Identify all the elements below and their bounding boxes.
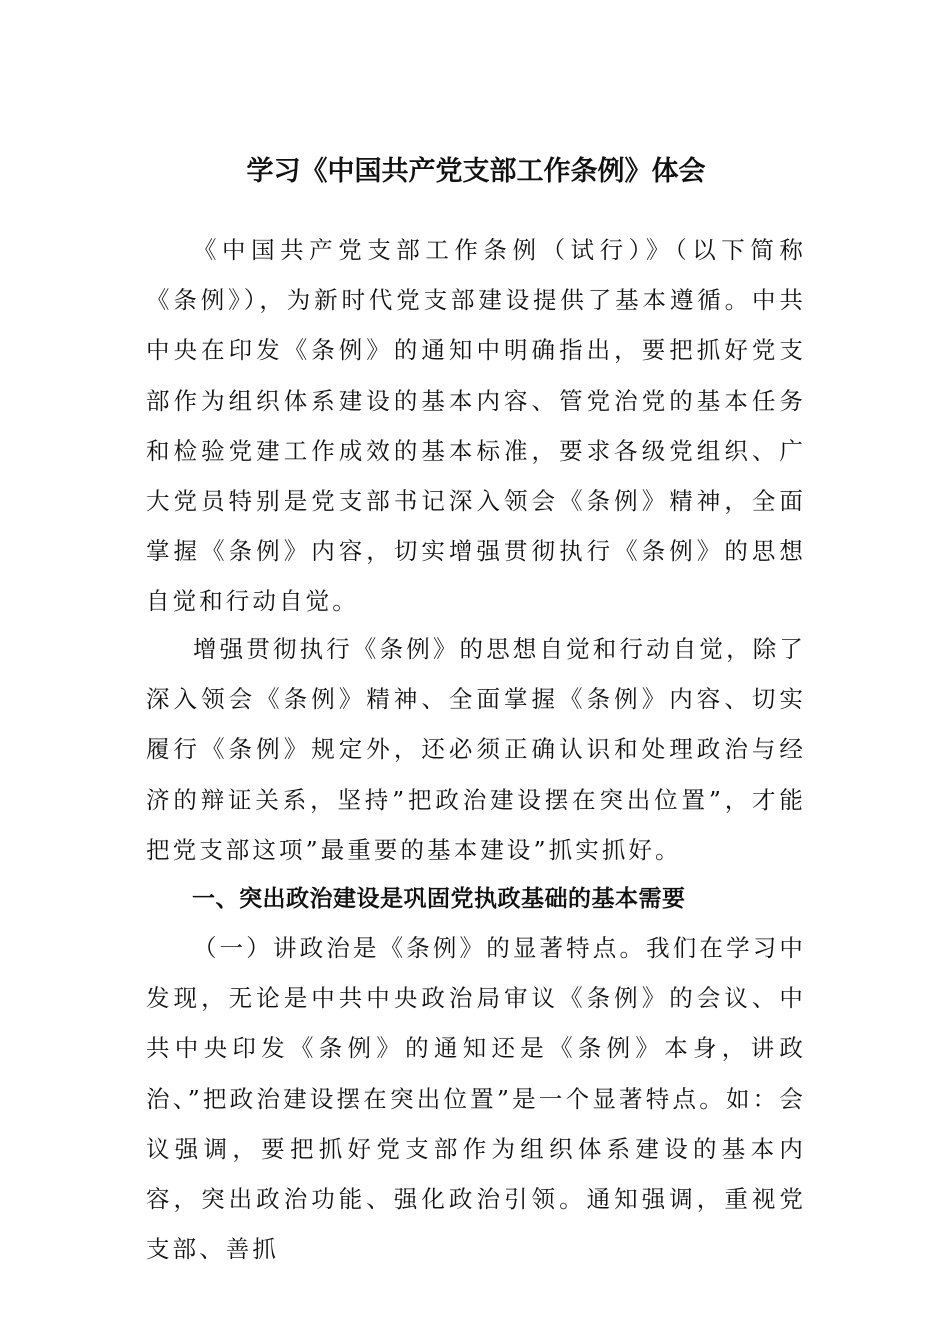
body-paragraph: 增强贯彻执行《条例》的思想自觉和行动自觉，除了深入领会《条例》精神、全面掌握《条例》内容、切实履行《条例》规定外，还必须正确认识和处理政治与经济的辩证关系，坚持”把政治建设摆在突出位置”，才能把党支部这项”最重要的基本建设”抓实抓好。	[146, 635, 806, 864]
document-title: 学习《中国共产党支部工作条例》体会	[246, 156, 706, 187]
body-paragraph: 《中国共产党支部工作条例（试行）》（以下简称《条例》），为新时代党支部建设提供了基本遵循。中共中央在印发《条例》的通知中明确指出，要把抓好党支部作为组织体系建设的基本内容、管党治党的基本任务和检验党建工作成效的基本标准，要求各级党组织、广大党员特别是党支部书记深入领会《条例》精神，全面掌握《条例》内容，切实增强贯彻执行《条例》的思想自觉和行动自觉。	[146, 236, 806, 616]
section-heading: 一、突出政治建设是巩固党执政基础的基本需要	[192, 886, 686, 912]
body-paragraph: （一）讲政治是《条例》的显著特点。我们在学习中发现，无论是中共中央政治局审议《条例》的会议、中共中央印发《条例》的通知还是《条例》本身，讲政治、”把政治建设摆在突出位置”是一个显著特点。如：会议强调，要把抓好党支部作为组织体系建设的基本内容，突出政治功能、强化政治引领。通知强调，重视党支部、善抓	[146, 934, 806, 1264]
